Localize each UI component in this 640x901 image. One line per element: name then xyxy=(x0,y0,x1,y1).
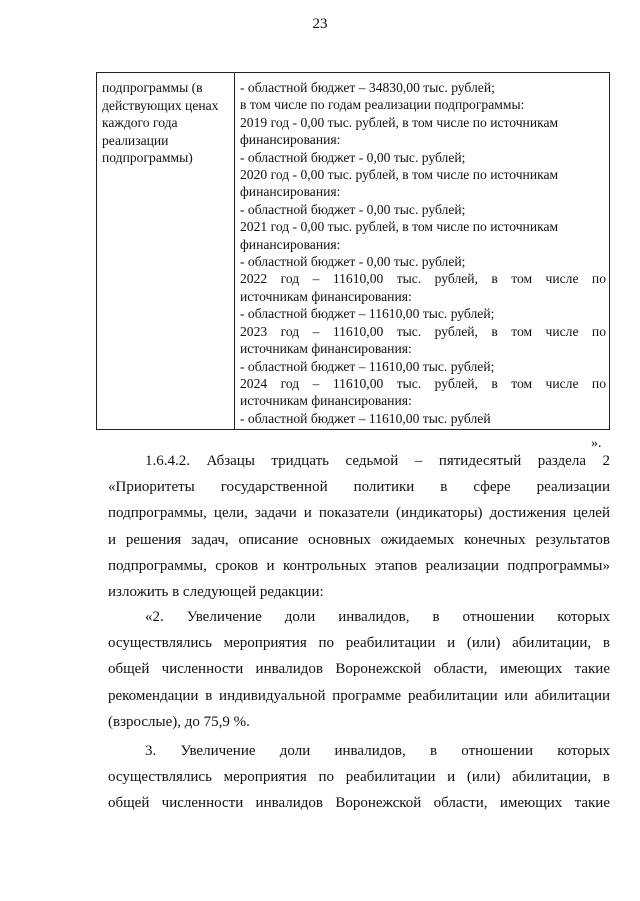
right-cell-line: - областной бюджет - 0,00 тыс. рублей; xyxy=(240,254,466,270)
right-cell-line: 2020 год - 0,00 тыс. рублей, в том числе по источникам xyxy=(240,167,559,183)
paragraph-line: общей численности инвалидов Воронежской области, имеющих такие xyxy=(108,795,610,812)
right-cell-line: - областной бюджет – 11610,00 тыс. рублей; xyxy=(240,306,495,322)
left-cell-line: действующих ценах xyxy=(102,97,219,113)
paragraph-line: 3. Увеличение доли инвалидов, в отношении которых xyxy=(145,743,610,759)
right-cell-line: источникам финансирования: xyxy=(240,393,412,409)
right-cell-line: источникам финансирования: xyxy=(240,341,412,357)
right-cell-line: финансирования: xyxy=(240,132,341,148)
paragraph-line: подпрограммы, цели, задачи и показатели (индикаторы) достижения целей xyxy=(108,505,610,522)
table-column-divider xyxy=(234,73,235,429)
right-cell-line: - областной бюджет – 34830,00 тыс. рублей; xyxy=(240,80,495,95)
paragraph-item-2 xyxy=(108,604,610,735)
right-cell-line: финансирования: xyxy=(240,184,341,200)
paragraph-amendment xyxy=(108,448,610,605)
paragraph-line: осуществлялись мероприятия по реабилитации и (или) абилитации, в xyxy=(108,769,610,786)
paragraph-line: рекомендации в индивидуальной программе реабилитации или абилитации xyxy=(108,687,610,704)
paragraph-line: 1.6.4.2. Абзацы тридцать седьмой – пятидесятый раздела 2 xyxy=(145,453,610,469)
left-cell-line: каждого года xyxy=(102,115,178,130)
paragraph-line: «Приоритеты государственной политики в сфере реализации xyxy=(108,479,610,496)
left-cell-line: подпрограммы (в xyxy=(102,80,203,95)
closing-quote: ». xyxy=(591,436,602,451)
right-cell-line: 2021 год - 0,00 тыс. рублей, в том числе по источникам xyxy=(240,219,559,235)
right-cell-line: финансирования: xyxy=(240,236,341,252)
paragraph-line: «2. Увеличение доли инвалидов, в отношении которых xyxy=(145,609,610,625)
paragraph-line: изложить в следующей редакции: xyxy=(108,584,324,601)
paragraph-line: и решения задач, описание основных ожидаемых конечных результатов xyxy=(108,531,610,548)
right-cell-line: 2023 год – 11610,00 тыс. рублей, в том числе по xyxy=(240,323,606,339)
paragraph-line: общей численности инвалидов Воронежской области, имеющих такие xyxy=(108,661,610,678)
right-cell-line: 2024 год – 11610,00 тыс. рублей, в том числе по xyxy=(240,375,606,391)
right-cell-line: - областной бюджет - 0,00 тыс. рублей; xyxy=(240,201,466,217)
financing-table xyxy=(96,72,610,430)
right-cell-line: - областной бюджет – 11610,00 тыс. рублей; xyxy=(240,358,495,374)
right-cell-line: источникам финансирования: xyxy=(240,288,412,304)
right-cell-line: - областной бюджет - 0,00 тыс. рублей; xyxy=(240,149,466,165)
right-cell-line: в том числе по годам реализации подпрограммы: xyxy=(240,97,525,113)
right-cell-line: - областной бюджет – 11610,00 тыс. рублей xyxy=(240,410,491,426)
left-cell-line: подпрограммы) xyxy=(102,150,193,165)
page-number: 23 xyxy=(312,16,328,32)
paragraph-line: (взрослые), до 75,9 %. xyxy=(108,713,250,730)
paragraph-item-3 xyxy=(108,738,610,817)
right-cell-line: 2019 год - 0,00 тыс. рублей, в том числе по источникам xyxy=(240,114,559,130)
paragraph-line: подпрограммы, сроков и контрольных этапов реализации подпрограммы» xyxy=(108,557,610,574)
paragraph-line: осуществлялись мероприятия по реабилитации и (или) абилитации, в xyxy=(108,635,610,652)
left-cell-line: реализации xyxy=(102,132,169,148)
table-right-cell xyxy=(240,79,606,427)
right-cell-line: 2022 год – 11610,00 тыс. рублей, в том числе по xyxy=(240,271,606,287)
table-left-cell xyxy=(102,79,230,167)
